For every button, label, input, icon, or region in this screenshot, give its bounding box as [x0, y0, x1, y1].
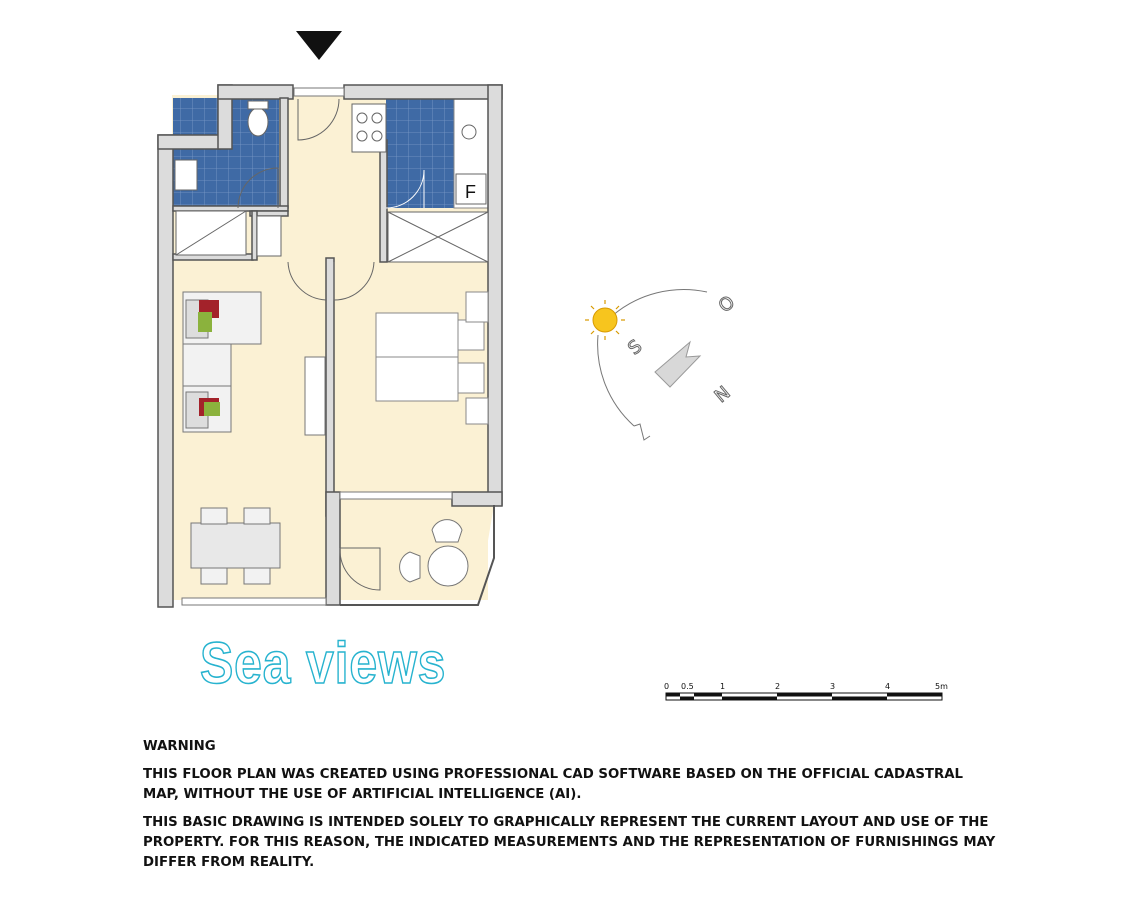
- warning-paragraph-2: THIS BASIC DRAWING IS INTENDED SOLELY TO GRAPHICALLY REPRESENT THE CURRENT LAYOUT AND USE OF THE PROPERTY. FOR THIS REASON, THE INDICATED MEASUREMENTS AND THE REPRESENTATION OF FURNISHINGS MAY DIFFER FROM REALITY.: [143, 815, 996, 870]
- scale-label: 2: [775, 682, 781, 691]
- kitchen-sink-icon: [462, 125, 476, 139]
- warning-notice: [143, 737, 1003, 881]
- scale-bar: [664, 682, 948, 700]
- stove-icon: [352, 104, 386, 152]
- kitchen-tiles: [386, 98, 454, 208]
- warning-paragraph-1: THIS FLOOR PLAN WAS CREATED USING PROFESSIONAL CAD SOFTWARE BASED ON THE OFFICIAL CADASTRAL MAP, WITHOUT THE USE OF ARTIFICIAL INTELLIGENCE (AI).: [143, 767, 964, 802]
- fridge-label: F: [465, 182, 476, 202]
- compass-south: S: [624, 335, 647, 360]
- tv-cabinet: [305, 357, 325, 435]
- sink-icon: [175, 160, 197, 190]
- warning-title: WARNING: [143, 739, 216, 754]
- north-arrow-icon: [655, 342, 700, 387]
- scale-label: 0.5: [681, 682, 694, 691]
- toilet-icon: [248, 108, 268, 136]
- scale-label: 4: [885, 682, 891, 691]
- compass: [585, 289, 739, 440]
- closet: [257, 216, 281, 256]
- scale-label: 0: [664, 682, 670, 691]
- compass-west: O: [714, 291, 740, 318]
- sun-icon: [585, 300, 625, 340]
- scale-label: 1: [720, 682, 726, 691]
- sea-views-label: Sea views: [200, 631, 447, 696]
- scale-label: 5m: [935, 682, 948, 691]
- scale-label: 3: [830, 682, 836, 691]
- compass-north: N: [710, 382, 735, 408]
- entrance-triangle-icon: [296, 31, 342, 60]
